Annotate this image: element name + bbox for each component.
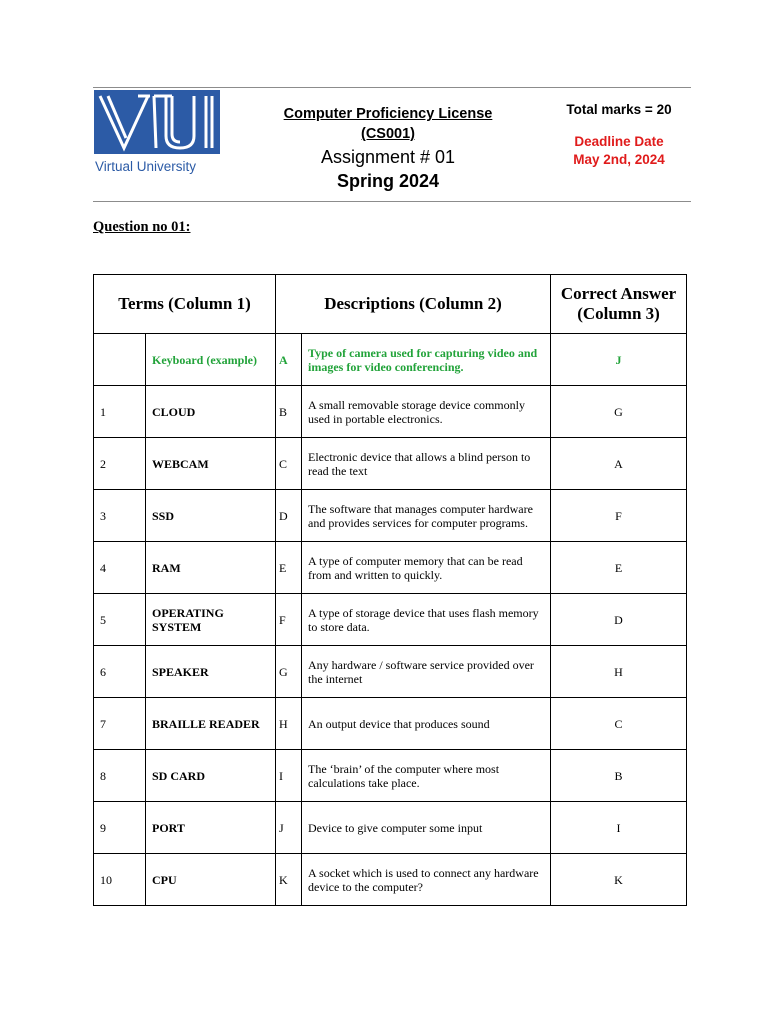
university-logo	[94, 90, 222, 180]
term-cell: CLOUD	[146, 386, 276, 438]
table-row	[94, 854, 687, 906]
logo-caption: Virtual University	[95, 159, 197, 174]
description-letter: H	[276, 698, 302, 750]
answer-cell: D	[551, 594, 687, 646]
description-letter: B	[276, 386, 302, 438]
table-row	[94, 594, 687, 646]
description-cell: Any hardware / software service provided over the internet	[302, 646, 551, 698]
deadline-label: Deadline Date	[574, 134, 664, 149]
header-bottom-rule	[93, 201, 691, 202]
row-number: 8	[94, 750, 146, 802]
row-number: 9	[94, 802, 146, 854]
table-row	[94, 386, 687, 438]
description-letter: F	[276, 594, 302, 646]
description-cell: An output device that produces sound	[302, 698, 551, 750]
table-row	[94, 542, 687, 594]
term-cell: WEBCAM	[146, 438, 276, 490]
term-cell: SPEAKER	[146, 646, 276, 698]
description-letter: C	[276, 438, 302, 490]
term-cell: SD CARD	[146, 750, 276, 802]
table-row	[94, 802, 687, 854]
table-header-row	[94, 275, 687, 334]
answer-cell: E	[551, 542, 687, 594]
term-cell: RAM	[146, 542, 276, 594]
description-letter: E	[276, 542, 302, 594]
description-cell: A type of storage device that uses flash memory to store data.	[302, 594, 551, 646]
answer-cell: F	[551, 490, 687, 542]
description-letter: G	[276, 646, 302, 698]
description-letter: I	[276, 750, 302, 802]
row-number	[94, 334, 146, 386]
description-cell: Type of camera used for capturing video and images for video conferencing.	[302, 334, 551, 386]
vu-logo-icon	[94, 90, 220, 154]
row-number: 3	[94, 490, 146, 542]
deadline-date: May 2nd, 2024	[573, 152, 665, 167]
assignment-title: Assignment # 01	[320, 147, 456, 167]
term-cell: OPERATING SYSTEM	[146, 594, 276, 646]
description-cell: A small removable storage device commonly used in portable electronics.	[302, 386, 551, 438]
header-terms: Terms (Column 1)	[94, 275, 276, 334]
row-number: 2	[94, 438, 146, 490]
row-number: 10	[94, 854, 146, 906]
course-code: (CS001)	[361, 126, 415, 142]
description-cell: Device to give computer some input	[302, 802, 551, 854]
answer-cell: H	[551, 646, 687, 698]
description-cell: A type of computer memory that can be read from and written to quickly.	[302, 542, 551, 594]
term-cell: PORT	[146, 802, 276, 854]
description-cell: The software that manages computer hardware and provides services for computer programs.	[302, 490, 551, 542]
table-row	[94, 334, 687, 386]
answer-cell: G	[551, 386, 687, 438]
answer-cell: C	[551, 698, 687, 750]
table-row	[94, 750, 687, 802]
answer-cell: A	[551, 438, 687, 490]
matching-table	[93, 274, 687, 906]
term-cell: CPU	[146, 854, 276, 906]
row-number: 6	[94, 646, 146, 698]
term-cell: Keyboard (example)	[146, 334, 276, 386]
description-letter: K	[276, 854, 302, 906]
total-marks: Total marks = 20	[566, 102, 672, 117]
answer-cell: I	[551, 802, 687, 854]
term-title: Spring 2024	[336, 171, 440, 191]
row-number: 7	[94, 698, 146, 750]
term-cell: BRAILLE READER	[146, 698, 276, 750]
term-cell: SSD	[146, 490, 276, 542]
table-row	[94, 490, 687, 542]
description-letter: D	[276, 490, 302, 542]
description-letter: J	[276, 802, 302, 854]
row-number: 4	[94, 542, 146, 594]
header-correct-answer: Correct Answer (Column 3)	[551, 275, 687, 334]
answer-cell: B	[551, 750, 687, 802]
description-letter: A	[276, 334, 302, 386]
answer-cell: K	[551, 854, 687, 906]
row-number: 1	[94, 386, 146, 438]
header-descriptions: Descriptions (Column 2)	[276, 275, 551, 334]
course-title: Computer Proficiency License	[283, 106, 493, 122]
question-label: Question no 01:	[93, 219, 191, 235]
table-row	[94, 438, 687, 490]
answer-cell: J	[551, 334, 687, 386]
description-cell: A socket which is used to connect any hardware device to the computer?	[302, 854, 551, 906]
table-row	[94, 646, 687, 698]
top-rule	[93, 87, 691, 88]
row-number: 5	[94, 594, 146, 646]
table-row	[94, 698, 687, 750]
description-cell: Electronic device that allows a blind person to read the text	[302, 438, 551, 490]
description-cell: The ‘brain’ of the computer where most calculations take place.	[302, 750, 551, 802]
